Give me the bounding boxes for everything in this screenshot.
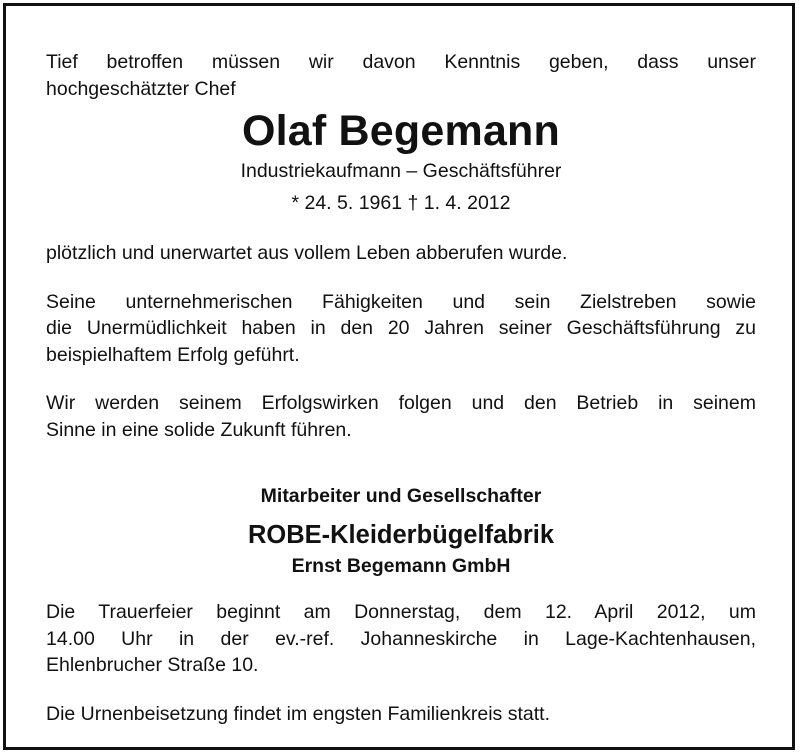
funeral-paragraph [46,599,756,679]
intro-line-2: hochgeschätzter Chef [46,77,236,100]
intro-line-1: Tief betroffen müssen wir davon Kenntnis geben, dass unser [46,51,756,73]
achievements-line-3: beispielhaftem Erfolg geführt. [46,343,300,366]
deceased-role: Industriekaufmann – Geschäftsführer [240,160,562,182]
life-dates: * 24. 5. 1961 † 1. 4. 2012 [291,191,511,214]
achievements-line-2: die Unermüdlichkeit haben in den 20 Jahren seiner Geschäftsführung zu [46,317,756,339]
intro-paragraph [46,49,756,102]
obituary-notice [46,49,756,727]
funeral-line-3: Ehlenbrucher Straße 10. [46,654,259,676]
achievements-paragraph [46,289,756,369]
achievements-line-1: Seine unternehmerischen Fähigkeiten und sein Zielstreben sowie [46,290,756,313]
funeral-line-1: Die Trauerfeier beginnt am Donnerstag, dem 12. April 2012, um [46,601,756,623]
funeral-line-2: 14.00 Uhr in der ev.-ref. Johanneskirche in Lage-Kachtenhausen, [46,627,756,650]
deceased-name: Olaf Begemann [241,107,560,155]
company-subtitle: Ernst Begemann GmbH [291,554,511,577]
signatory-employees: Mitarbeiter und Gesellschafter [260,485,542,507]
sentence-end: plötzlich und unerwartet aus vollem Leben abberufen wurde. [46,242,568,264]
company-name: ROBE-Kleiderbügelfabrik [247,520,555,549]
future-line-1: Wir werden seinem Erfolgswirken folgen und den Betrieb in seinem [46,392,756,414]
urn-burial-note: Die Urnenbeisetzung findet im engsten Familienkreis statt. [46,702,550,725]
future-paragraph [46,390,756,443]
future-line-2: Sinne in eine solide Zukunft führen. [46,418,352,441]
